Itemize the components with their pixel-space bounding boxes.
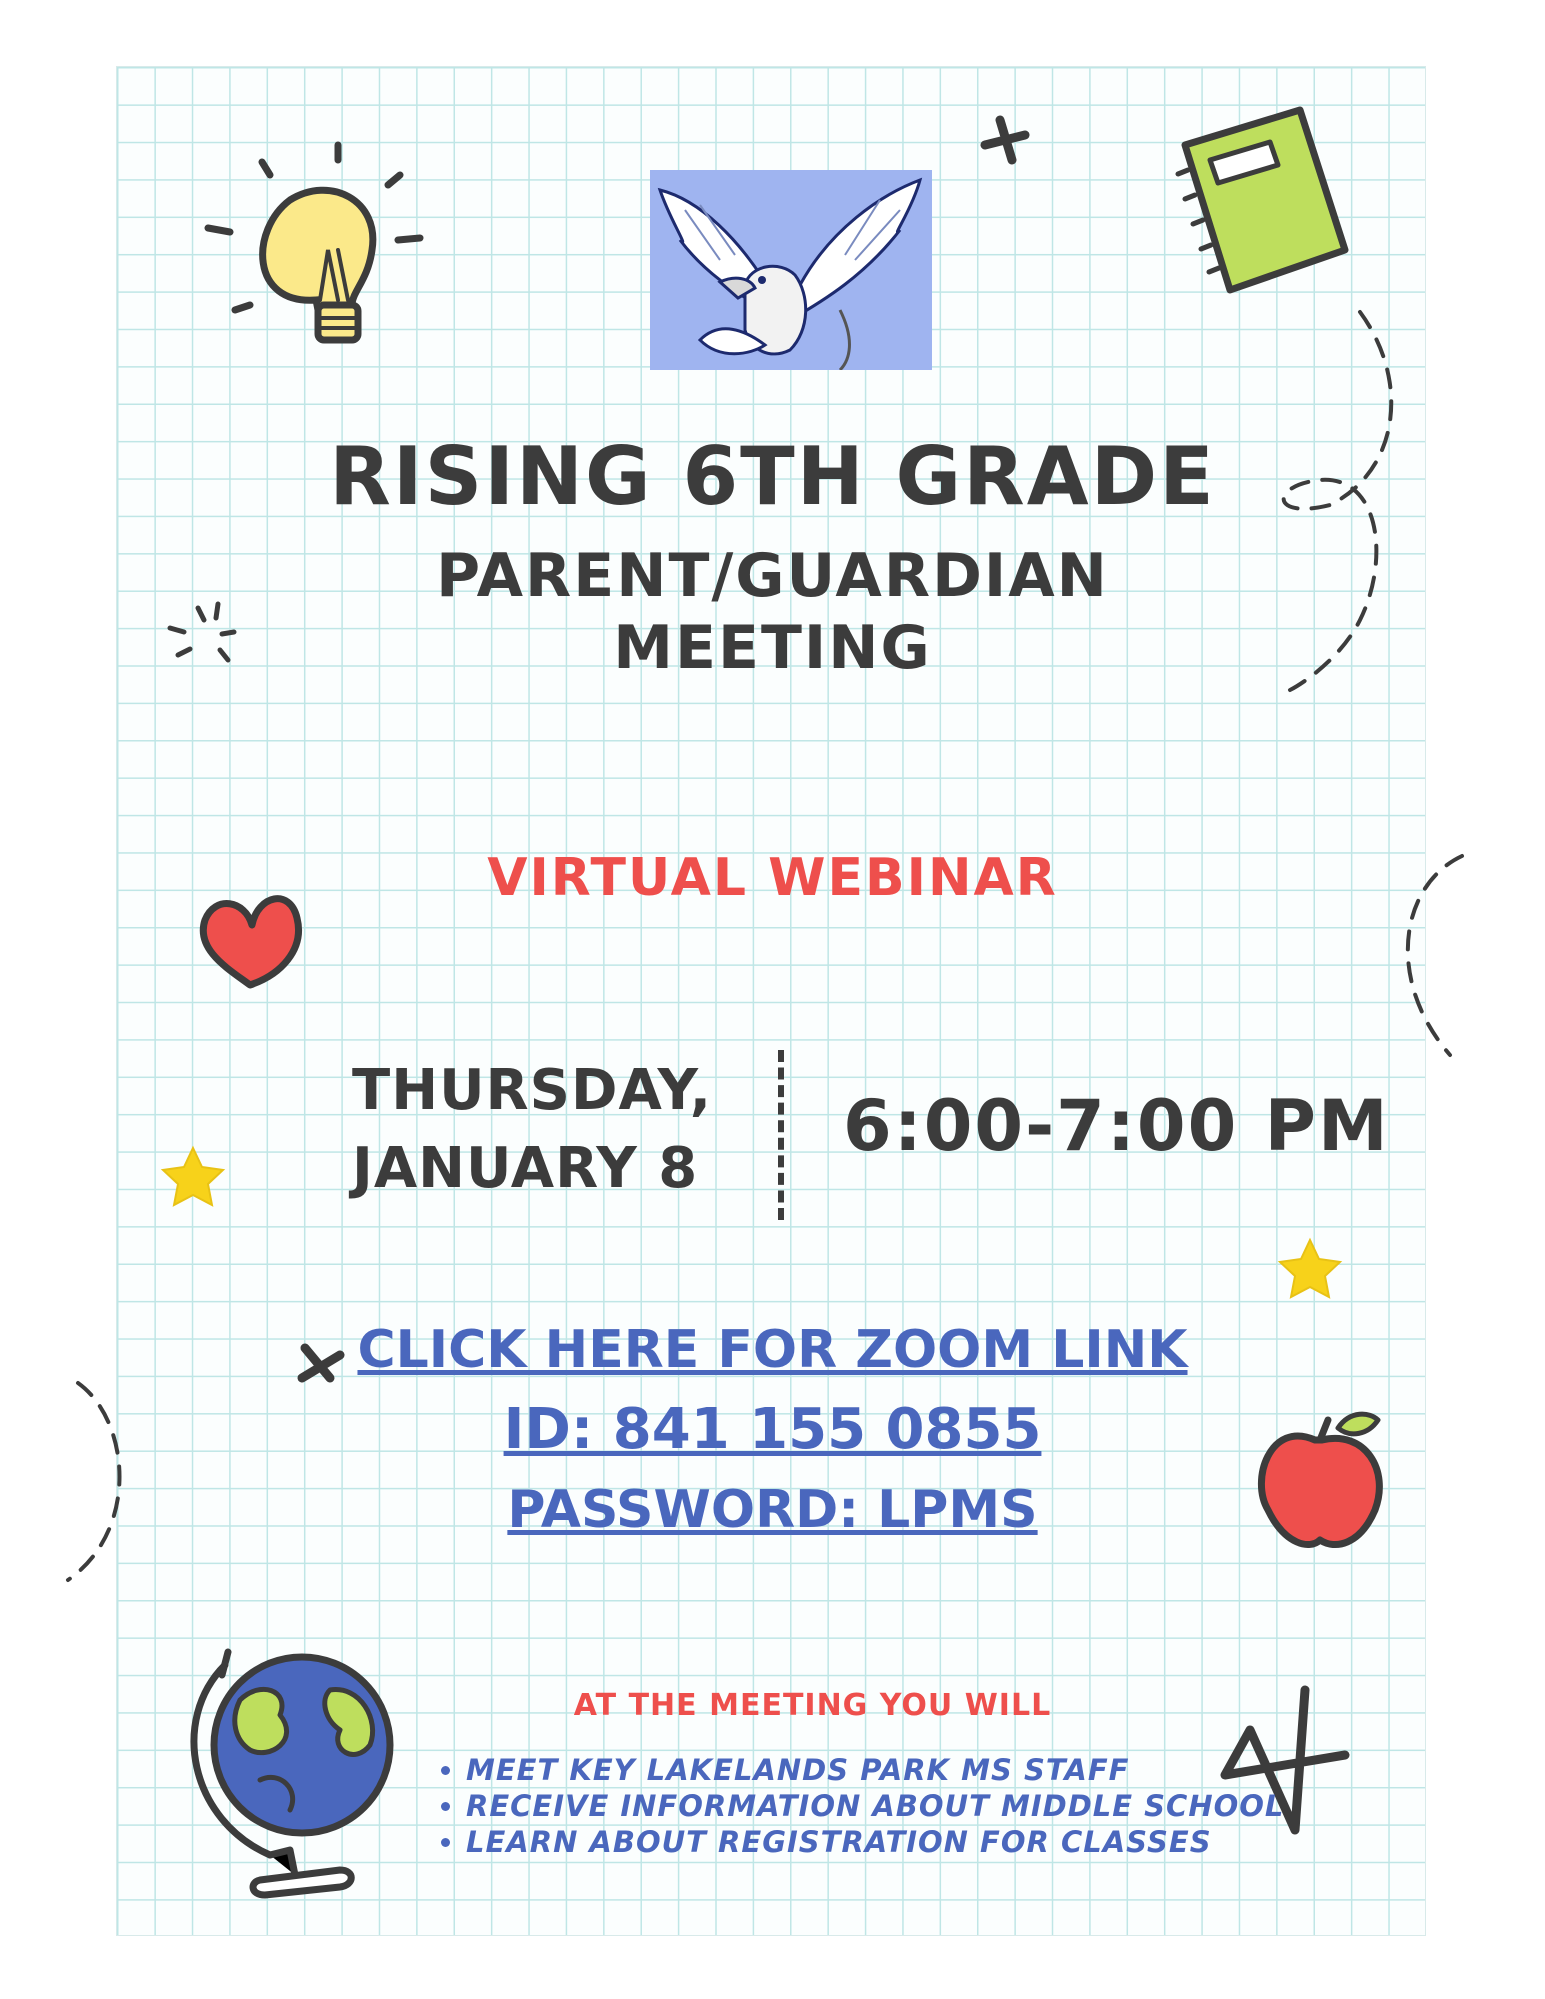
list-item: • LEARN ABOUT REGISTRATION FOR CLASSES: [466, 1824, 1284, 1860]
date-time-divider: [778, 1050, 784, 1220]
title-line-meeting: MEETING: [613, 613, 932, 683]
title-line-parent-guardian: PARENT/GUARDIAN: [436, 541, 1109, 611]
event-type-label: VIRTUAL WEBINAR: [487, 848, 1058, 908]
agenda-list: [430, 1752, 1284, 1860]
cross-icon: [985, 120, 1025, 160]
school-logo: [650, 170, 932, 370]
event-day: THURSDAY,: [352, 1058, 713, 1123]
event-calendar-date: JANUARY 8: [352, 1136, 699, 1201]
zoom-link[interactable]: CLICK HERE FOR ZOOM LINK: [357, 1320, 1188, 1380]
event-date: [352, 1052, 732, 1208]
list-item: • MEET KEY LAKELANDS PARK MS STAFF: [466, 1752, 1284, 1788]
agenda-heading: AT THE MEETING YOU WILL: [573, 1688, 1052, 1723]
heart-icon: [203, 899, 298, 985]
zoom-password: PASSWORD: LPMS: [507, 1480, 1038, 1540]
light-bulb-icon: [208, 145, 420, 340]
notebook-icon: [1178, 110, 1345, 290]
hawk-mascot-icon: [650, 170, 932, 370]
star-icon: [163, 1148, 1340, 1297]
title-main: RISING 6TH GRADE: [329, 430, 1216, 523]
event-time: 6:00-7:00 PM: [843, 1085, 1390, 1167]
list-item: • RECEIVE INFORMATION ABOUT MIDDLE SCHOOL: [466, 1788, 1284, 1824]
zoom-info: [0, 1310, 1545, 1550]
title-subtitle: [0, 540, 1545, 684]
zoom-meeting-id: ID: 841 155 0855: [503, 1397, 1042, 1462]
